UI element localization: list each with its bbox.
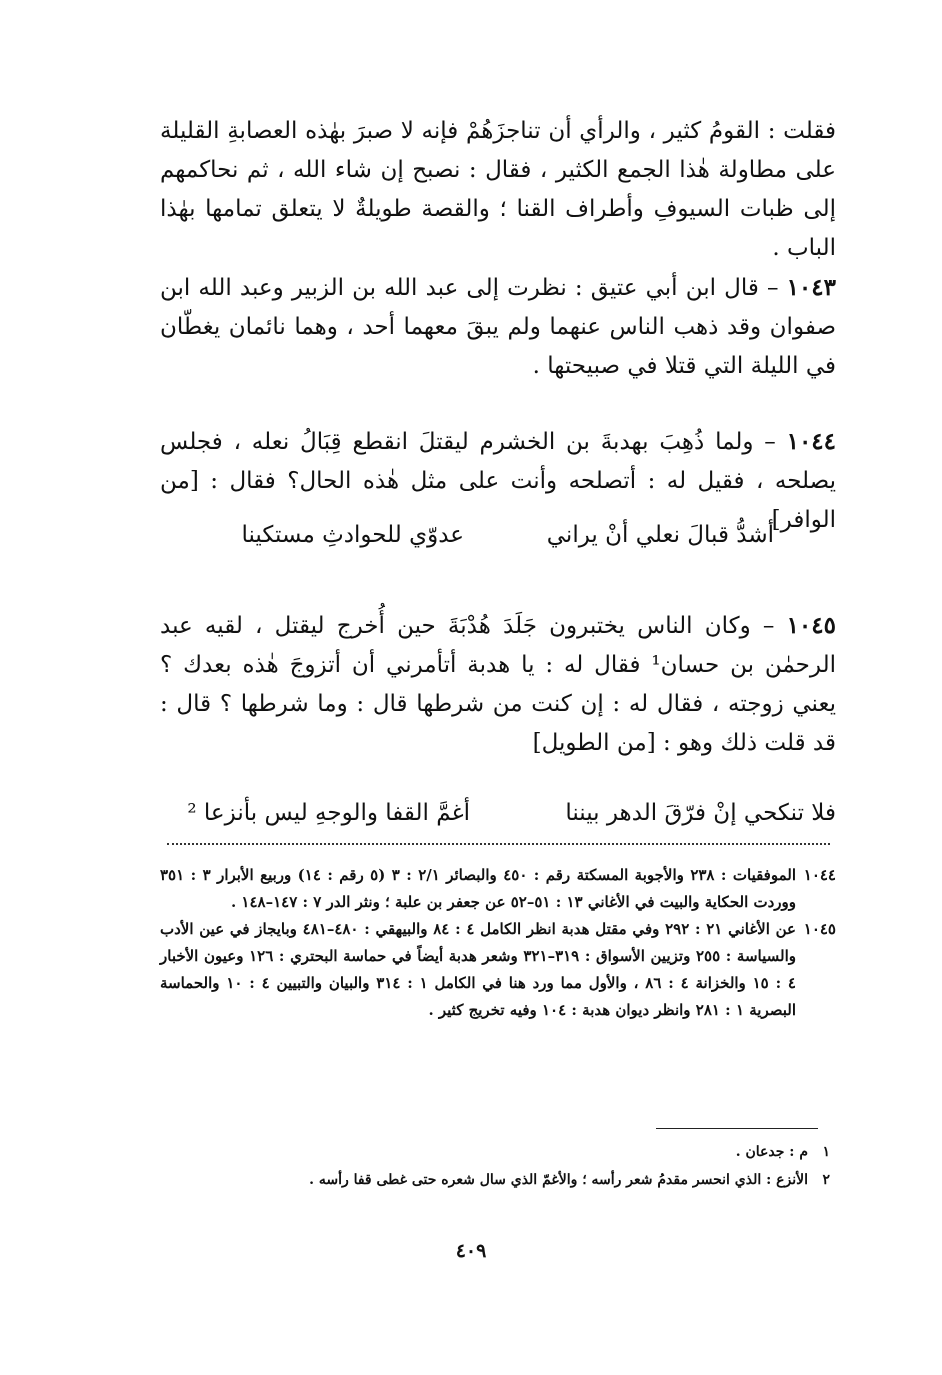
footnote-2	[230, 1166, 830, 1194]
footnote-1	[230, 1138, 830, 1166]
note-number: ١٠٤٥	[803, 920, 836, 938]
verse-first-hemistich: فلا تنكحي إنْ فرّقَ الدهر بيننا	[565, 800, 836, 826]
verse-second-hemistich: عدوّي للحوادثِ مستكينا	[241, 522, 464, 548]
note-1044	[160, 862, 836, 916]
footnotes	[230, 1138, 830, 1194]
entry-number: ١٠٤٣	[786, 274, 836, 301]
note-text: عن الأغاني ٢١ : ٢٩٢ وفي مقتل هدبة انظر الكامل ٤ : ٨٤ والبيهقي : ٤٨٠–٤٨١ وبايجاز في عين الأدب والسياسة : ٢٥٥ وتزيين الأسواق : ٣١٩–٣٢١ وشعر هدبة أيضاً في حماسة البحتري : ١٢٦ وعيون الأخبار ٤ : ١٥ والخزانة ٤ : ٨٦ ، والأول مما ورد هنا في الكامل ١ : ٣١٤ والبيان والتبيين ٤ : ١٠ والحماسة البصرية ١ : ٢٨١ وانظر ديوان هدبة : ١٠٤ وفيه تخريج كثير .	[160, 920, 796, 1019]
footnote-rule	[656, 1128, 818, 1129]
entry-number: ١٠٤٥	[786, 612, 836, 639]
entry-number: ١٠٤٤	[786, 428, 837, 455]
note-number: ١٠٤٤	[803, 866, 836, 884]
body-paragraph-1	[160, 112, 836, 268]
note-text: الموفقيات : ٢٣٨ والأجوبة المسكتة رقم : ٤٥٠ والبصائر ٢/١ : ٣ (٥ رقم : ١٤) وربيع الأبرار ٣ : ٣٥١ ووردت الحكاية والبيت في الأغاني ١٣ : ٥١–٥٢ عن جعفر بن علبة ؛ ونثر الدر ٧ : ١٤٧–١٤٨ .	[160, 866, 797, 911]
entry-text: – وكان الناس يختبرون جَلَدَ هُدْبَةَ حين أُخرج ليقتل ، لقيه عبد الرحمٰن بن حسان¹ فقال له : يا هدبة أتأمرني أن أتزوجَ هٰذه بعدك ؟ يعني زوجته ، فقال له : إن كنت من شرطها قال : وما شرطها ؟ قال : قد قلت ذلك وهو : [من الطويل]	[160, 613, 836, 756]
entry-text: – ولما ذُهِبَ بهدبةَ بن الخشرم ليقتلَ انقطع قِبَالُ نعله ، فجلس يصلحه ، فقيل له : أتصلحه وأنت على مثل هٰذه الحال؟ فقال : [من الوافر]	[160, 429, 836, 533]
footnote-text: م : جدعان .	[735, 1144, 808, 1160]
paragraph-text: فقلت : القومُ كثير ، والرأي أن تناجزَهُمْ فإنه لا صبرَ بهٰذه العصابةِ القليلة على مطاولة هٰذا الجمع الكثير ، فقال : نصبح إن شاء الله ، ثم نحاكمهم إلى ظبات السيوفِ وأطراف القنا ؛ والقصة طويلةٌ لا يتعلق تمامها بهٰذا الباب .	[160, 118, 836, 261]
footnote-text: الأنزع : الذي انحسر مقدمُ شعر رأسه ؛ والأغمّ الذي سال شعره حتى غطى قفا رأسه .	[309, 1172, 808, 1188]
verse-2	[160, 800, 836, 840]
entry-text: – قال ابن أبي عتيق : نظرت إلى عبد الله بن الزبير وعبد الله ابن صفوان وقد ذهب الناس عنهما ولم يبقَ معهما أحد ، وهما نائمان يغطّان في الليلة التي قتلا في صبيحتها .	[160, 275, 836, 379]
verse-1	[160, 522, 836, 562]
verse-second-hemistich: أغمَّ القفا والوجهِ ليس بأنزعا ²	[187, 800, 470, 826]
footnote-number: ١	[822, 1144, 830, 1160]
entry-1045	[160, 606, 836, 763]
dotted-separator	[167, 843, 830, 845]
note-1045	[160, 916, 836, 1024]
entry-paragraph	[160, 268, 836, 386]
source-notes	[160, 862, 836, 1024]
entry-paragraph	[160, 606, 836, 763]
entry-1043	[160, 268, 836, 386]
footnote-number: ٢	[822, 1172, 830, 1188]
page-number: ٤٠٩	[455, 1240, 487, 1262]
verse-first-hemistich: أشدُّ قبالَ نعلي أنْ يراني	[546, 522, 774, 548]
